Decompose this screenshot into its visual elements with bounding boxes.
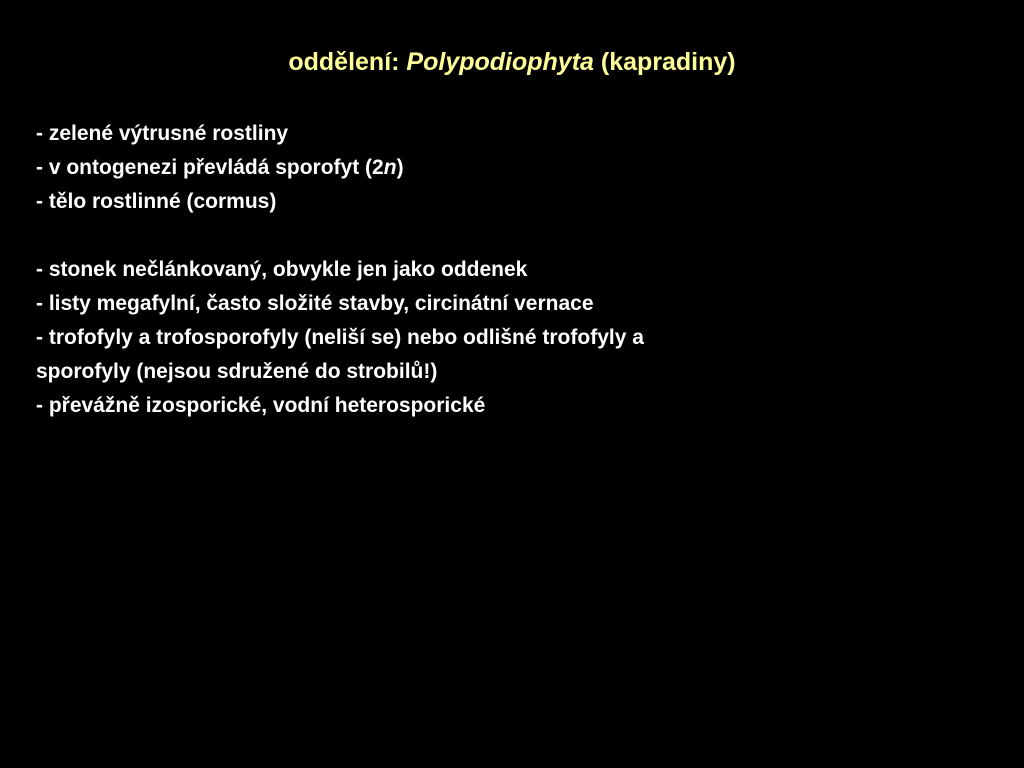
bullet-sporophyte-n: n (383, 156, 397, 179)
bullet-trophophylls-continued: sporofyly (nejsou sdružené do strobilů!) (36, 360, 438, 383)
bullet-isosporic: - převážně izosporické, vodní heterosporické (36, 394, 486, 417)
bullet-sporophyte-dominant (36, 151, 936, 185)
bullet-trophophylls: - trofofyly a trofosporofyly (neliší se) nebo odlišné trofofyly a (36, 326, 644, 349)
bullet-green-spore-plants: - zelené výtrusné rostliny (36, 122, 289, 145)
bullet-sporophyte-prefix: - v ontogenezi převládá sporofyt (2 (36, 156, 384, 179)
title-taxon: Polypodiophyta (406, 48, 594, 76)
bullet-sporophyte-suffix: ) (396, 156, 404, 179)
bullet-leaves: - listy megafylní, často složité stavby, circinátní vernace (36, 292, 594, 315)
title-prefix: oddělení: (288, 48, 407, 76)
paragraph-gap (36, 219, 936, 253)
bullet-stem: - stonek nečlánkovaný, obvykle jen jako oddenek (36, 258, 528, 281)
slide-title (0, 42, 1024, 82)
slide-body (36, 117, 936, 423)
bullet-cormus: - tělo rostlinné (cormus) (36, 190, 277, 213)
title-suffix: (kapradiny) (593, 48, 736, 76)
